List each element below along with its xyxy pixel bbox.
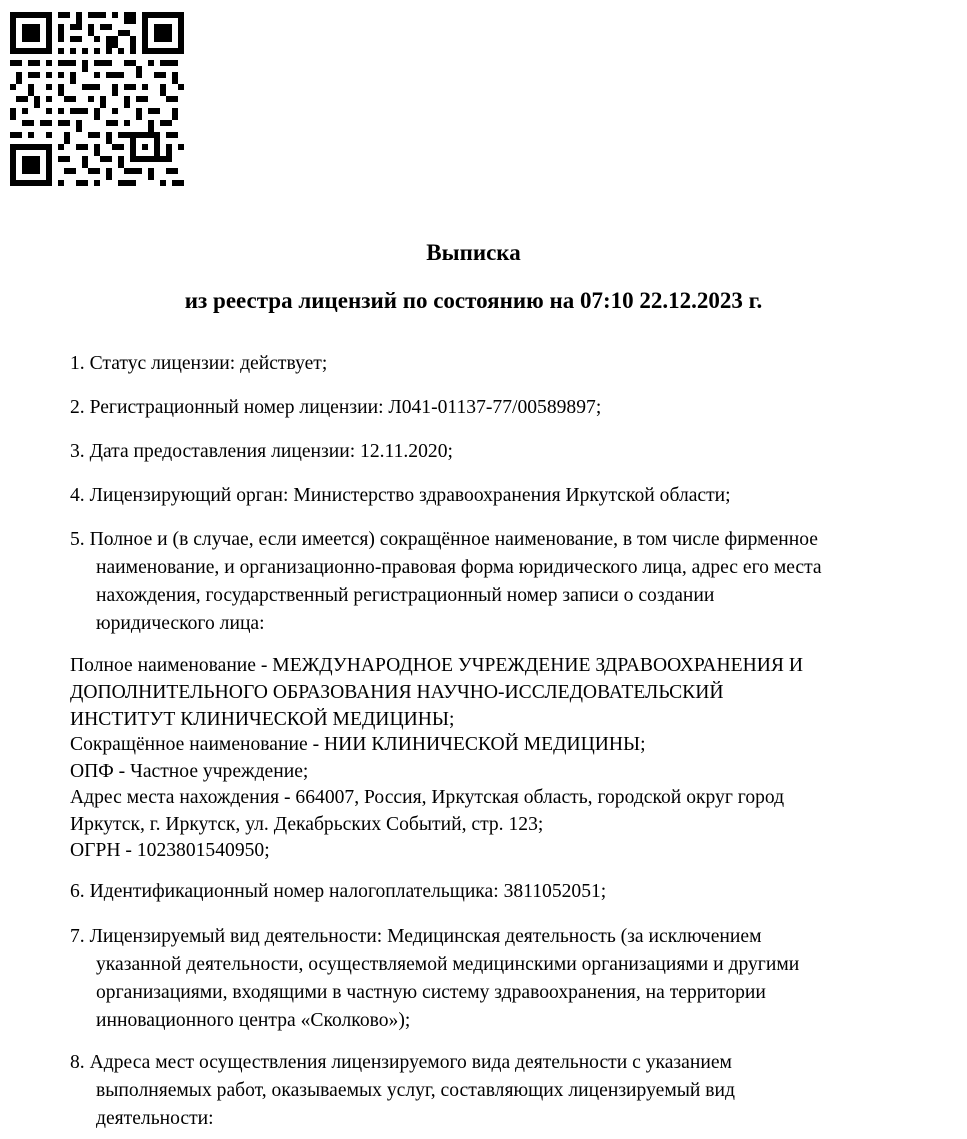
item-2-registration-number: 2. Регистрационный номер лицензии: Л041-01137-77/00589897; [70,397,602,418]
org-legal-form: ОПФ - Частное учреждение; [70,761,309,782]
item-7-line: указанной деятельности, осуществляемой медицинскими организациями и другими [96,954,800,975]
item-6-inn: 6. Идентификационный номер налогоплательщика: 3811052051; [70,881,607,902]
item-5-line: нахождения, государственный регистрационный номер записи о создании [96,585,715,606]
item-7-line: инновационного центра «Сколково»); [96,1010,411,1031]
item-8-line: деятельности: [96,1108,214,1129]
qr-code-graphic [10,12,184,186]
org-full-name-line: Полное наименование - МЕЖДУНАРОДНОЕ УЧРЕЖДЕНИЕ ЗДРАВООХРАНЕНИЯ И [70,655,803,676]
document-subtitle: из реестра лицензий по состоянию на 07:10 22.12.2023 г. [184,288,763,313]
item-7-line: организациями, входящими в частную систему здравоохранения, на территории [96,982,766,1003]
item-5-line: юридического лица: [96,613,265,634]
item-1-status: 1. Статус лицензии: действует; [70,353,328,374]
org-short-name: Сокращённое наименование - НИИ КЛИНИЧЕСКОЙ МЕДИЦИНЫ; [70,734,646,755]
item-5-line: наименование, и организационно-правовая форма юридического лица, адрес его места [96,557,822,578]
item-5-line: 5. Полное и (в случае, если имеется) сокращённое наименование, в том числе фирменное [70,529,818,550]
item-3-issue-date: 3. Дата предоставления лицензии: 12.11.2020; [70,441,453,462]
item-7-line: 7. Лицензируемый вид деятельности: Медицинская деятельность (за исключением [70,926,762,947]
org-address-line: Иркутск, г. Иркутск, ул. Декабрьских Событий, стр. 123; [70,814,544,835]
document-title: Выписка [426,240,521,265]
org-address-line: Адрес места нахождения - 664007, Россия, Иркутская область, городской округ город [70,787,785,808]
item-4-licensing-authority: 4. Лицензирующий орган: Министерство здравоохранения Иркутской области; [70,485,731,506]
org-full-name-line: ДОПОЛНИТЕЛЬНОГО ОБРАЗОВАНИЯ НАУЧНО-ИССЛЕДОВАТЕЛЬСКИЙ [70,682,724,703]
item-8-line: 8. Адреса мест осуществления лицензируемого вида деятельности с указанием [70,1052,732,1073]
item-8-line: выполняемых работ, оказываемых услуг, составляющих лицензируемый вид [96,1080,735,1101]
org-full-name-line: ИНСТИТУТ КЛИНИЧЕСКОЙ МЕДИЦИНЫ; [70,709,455,730]
org-ogrn: ОГРН - 1023801540950; [70,840,270,861]
qr-code-icon [10,12,184,186]
